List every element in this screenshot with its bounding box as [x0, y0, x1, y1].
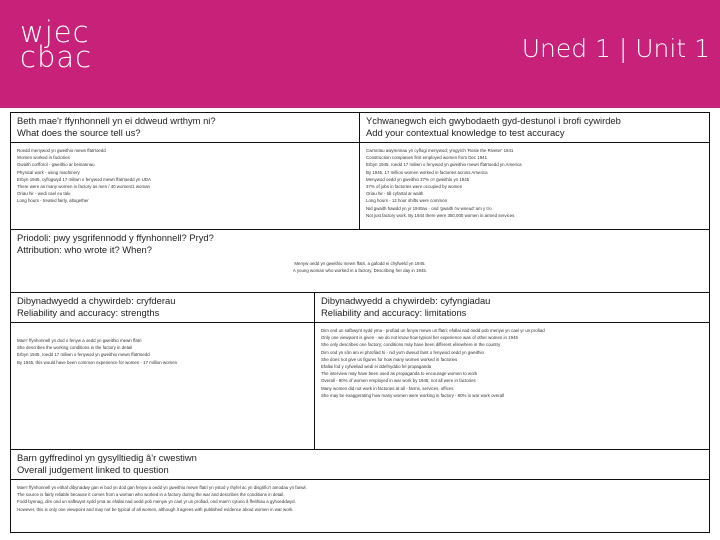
judgement-box-title-en: Overall judgement linked to question — [17, 464, 169, 475]
note-line: Mae'r ffynhonnell yn eithaf dibynadwy gan ei bod yn dod gan fenyw a oedd yn gweithio mewn ffatri yn ystod y rhyfel ac yn disgrifio'r amodau yn fanwl. — [17, 485, 307, 490]
note-line: Oriau hir - wedi cael eu talu — [17, 191, 71, 197]
note-line: Fodd bynnag, dim ond un safbwynt sydd yma ac efallai nad oedd pob menyw yn cael yr un profiad, ond mae'n cytuno â ffeithiau a gyhoeddwyd. — [17, 499, 296, 505]
context-box-title-en: Add your contextual knowledge to test accuracy — [366, 127, 565, 138]
context-knowledge-box — [359, 112, 710, 230]
note-line: Gwaith corfforol - gweithio ar beiriannau — [17, 162, 95, 168]
note-line: The source is fairly reliable because it comes from a woman who worked in a factory during the war and describes the conditions in detail. — [17, 492, 285, 498]
judgement-box — [10, 449, 710, 533]
note-line: 37% of jobs in factories were occupied by women — [366, 184, 463, 190]
title-banner — [0, 0, 720, 108]
note-line: Mae'r ffynhonnell yn dod o fenyw a oedd yn gweithio mewn ffatri — [17, 338, 142, 343]
source-box-title-cy: Beth mae'r ffynhonnell yn ei ddweud wrthym ni? — [17, 115, 216, 126]
note-line: A young woman who worked in a factory. Describing her day in 1945. — [292, 268, 428, 274]
source-content-box — [10, 112, 360, 230]
note-line: Overall - 80% of women employed in war work by 1945; not all were in factories — [321, 378, 476, 384]
note-line: She does not give us figures for how many women worked in factories — [321, 356, 458, 362]
strengths-box — [10, 292, 315, 450]
note-line: Erbyn 1945, roedd 17 miliwn o fenywod yn gweithio mewn ffatrïoedd yn America — [366, 162, 522, 168]
strengths-box-title-en: Reliability and accuracy: strengths — [17, 307, 160, 318]
note-line: Physical work - using machinery — [17, 169, 80, 175]
judgement-box-heading — [11, 450, 709, 480]
note-line: Cwmnïau awyrennau yn cyflogi menywod; ymgyrch 'Rosie the Riveter' 1941 — [366, 148, 514, 153]
logo-top-text: wjec — [20, 15, 90, 49]
note-line: She only describes one factory; conditions may have been different elsewhere in the country — [321, 342, 501, 348]
note-line: She may be exaggerating how many women were working in factory - 80% in war work overall — [321, 392, 505, 398]
wjec-cbac-logo — [20, 15, 93, 74]
note-line: Erbyn 1945, roedd 17 miliwn o fenywod yn gweithio mewn ffatrïoedd — [17, 352, 150, 358]
provenance-box-heading — [11, 230, 709, 256]
note-line: Efallai fod y cyfweliad wedi ei ddefnyddio fel propaganda — [321, 364, 432, 370]
note-line: Dim ond un safbwynt sydd yma - profiad un fenyw mewn un ffatri; efallai nad oedd pob menyw yn cael yr un profiad — [321, 328, 545, 333]
note-line: Dim ond yn sôn am ei phrofiad hi - nid yw'n dweud faint o fenywod oedd yn gweithio — [321, 349, 484, 355]
source-box-heading — [11, 113, 359, 143]
note-line: The interview may have been used as propaganda to encourage women to work — [321, 371, 478, 377]
limitations-box — [314, 292, 710, 450]
note-line: Construction companies first employed women from Dec 1941 — [366, 155, 488, 161]
note-line: Menyw oedd yn gweithio mewn ffatri, a gafodd ei chyfweld yn 1945. — [294, 261, 426, 266]
provenance-box-title-en: Attribution: who wrote it? When? — [17, 244, 152, 255]
provenance-box — [10, 229, 710, 293]
note-line: Not just factory work. By 1944 there were 350,000 women in armed services — [366, 212, 515, 218]
limitations-box-notes — [315, 323, 709, 401]
strengths-box-heading — [11, 293, 314, 323]
note-line: By 1945, this would have been common experience for women - 17 million women — [17, 359, 178, 365]
unit-title: Uned 1 | Unit 1 — [521, 34, 710, 63]
note-line: By 1945, 17 million women worked in factories across America — [366, 169, 488, 175]
note-line: Oriau hir - tâl cyfartal ar waith — [366, 191, 424, 197]
note-line: Women worked in factories — [17, 155, 70, 161]
limitations-box-title-cy: Dibynadwyedd a chywirdeb: cyfyngiadau — [321, 295, 491, 306]
source-box-notes — [11, 143, 359, 207]
note-line: She describes the working conditions in the factory in detail — [17, 345, 133, 351]
note-line: Many women did not work in factories at all - farms, services, offices — [321, 385, 454, 391]
judgement-box-notes — [11, 480, 709, 515]
note-line: Nid gwaith hawdd yn yr 1940au - ond 'gwaith i'w wneud' am y tro — [366, 205, 492, 211]
context-box-heading — [360, 113, 709, 143]
context-box-notes — [360, 143, 709, 221]
note-line: However, this is only one viewpoint and may not be typical of all women, although it agrees with published evidence about women in war work. — [17, 506, 294, 512]
context-box-title-cy: Ychwanegwch eich gwybodaeth gyd-destunol i brofi cywirdeb — [366, 115, 621, 126]
note-line: Menywod oedd yn gweithio 37% o'r gweithlu yn 1945 — [366, 176, 470, 182]
limitations-box-heading — [315, 293, 709, 323]
logo-bottom-text: cbac — [20, 40, 93, 74]
note-line: Long hours - treated fairly, altogether — [17, 198, 89, 204]
note-line: Erbyn 1945, cyflogwyd 17 miliwn o fenywod mewn ffatrïoedd yn UDA — [17, 176, 151, 182]
strengths-box-title-cy: Dibynadwyedd a chywirdeb: cryfderau — [17, 295, 176, 306]
strengths-box-notes — [11, 323, 314, 368]
note-line: Only one viewpoint is given - we do not know how typical her experience was of other women in 1945 — [321, 335, 518, 341]
note-line: Long hours - 12 hour shifts were common — [366, 198, 448, 204]
note-line: There were as many women in factory as men / 40 women/1 woman — [17, 184, 150, 190]
note-line: Roedd menywod yn gweithio mewn ffatrïoedd — [17, 148, 106, 153]
source-box-title-en: What does the source tell us? — [17, 127, 141, 138]
provenance-box-notes — [11, 256, 709, 275]
judgement-box-title-cy: Barn gyffredinol yn gysylltiedig â'r cwestiwn — [17, 452, 197, 463]
limitations-box-title-en: Reliability and accuracy: limitations — [321, 307, 467, 318]
provenance-box-title-cy: Priodoli: pwy ysgrifennodd y ffynhonnell? Pryd? — [17, 232, 214, 243]
